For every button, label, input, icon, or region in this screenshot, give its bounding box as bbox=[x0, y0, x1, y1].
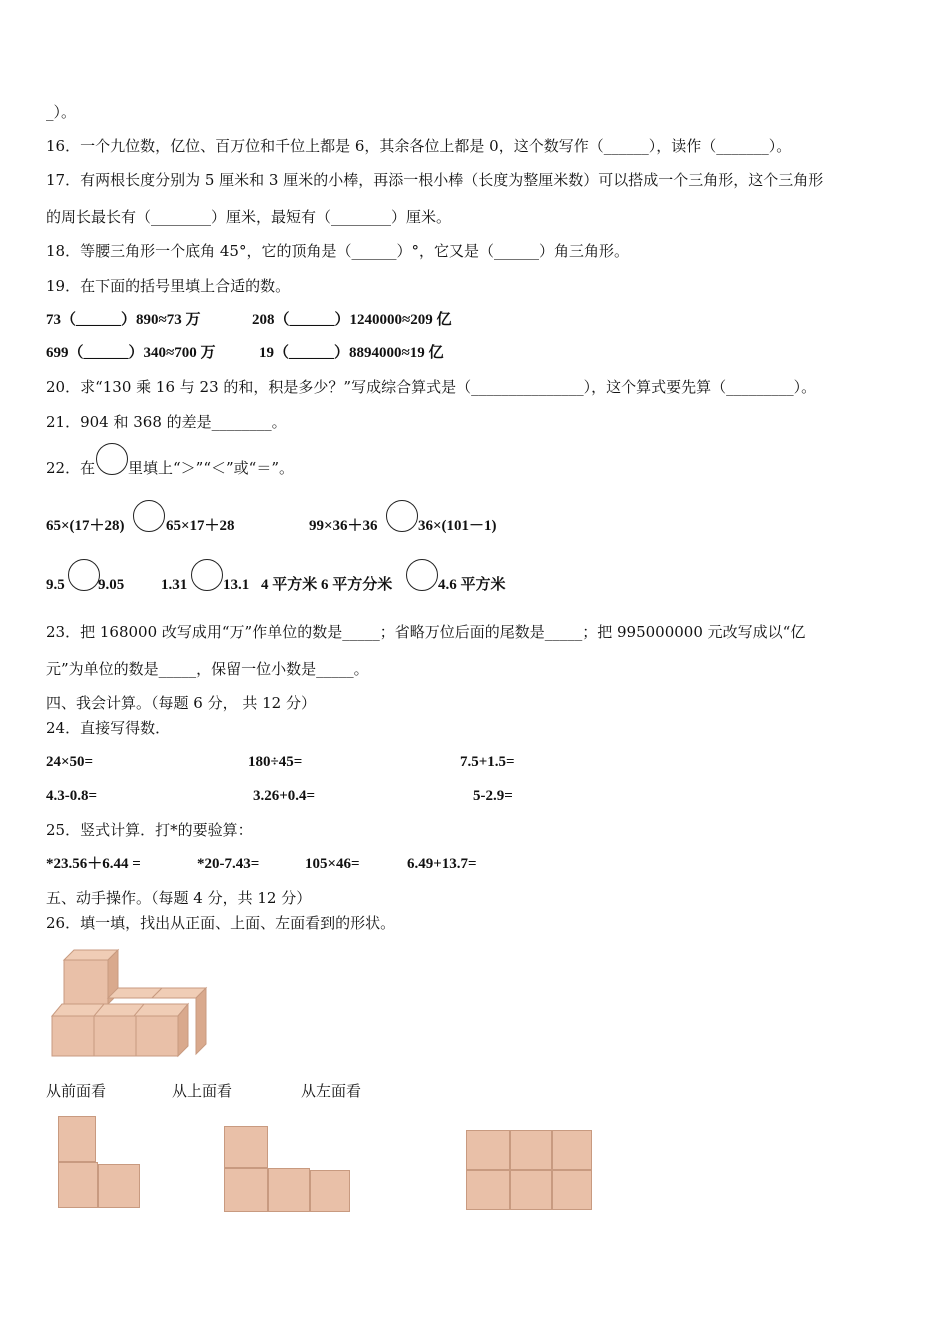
q22-expr-7: 1.31 bbox=[161, 577, 188, 593]
compare-circle[interactable] bbox=[133, 500, 165, 532]
q22-expr-5: 9.5 bbox=[46, 577, 65, 593]
q24-item: 3.26+0.4= bbox=[253, 788, 316, 804]
q24-item: 180÷45= bbox=[248, 754, 303, 770]
q19-item-b2: 19（______）8894000≈19 亿 bbox=[259, 345, 444, 361]
view-shape-1 bbox=[56, 1116, 142, 1210]
q19-item-a2: 208（______）1240000≈209 亿 bbox=[252, 312, 452, 328]
q22-expr-2: 65×17＋28 bbox=[166, 518, 235, 534]
square-tile bbox=[58, 1116, 96, 1162]
square-tile bbox=[98, 1164, 140, 1208]
q25-item: 6.49+13.7= bbox=[407, 856, 477, 872]
q25-item: *23.56＋6.44 = bbox=[46, 856, 141, 872]
question-19: 19．在下面的括号里填上合适的数。 bbox=[46, 277, 291, 295]
compare-circle[interactable] bbox=[96, 443, 128, 475]
q22-expr-10: 4.6 平方米 bbox=[438, 577, 506, 593]
question-18: 18．等腰三角形一个底角 45°，它的顶角是（______）°，它又是（______）角三角形。 bbox=[46, 242, 629, 260]
compare-circle[interactable] bbox=[68, 559, 100, 591]
question-16: 16．一个九位数，亿位、百万位和千位上都是 6，其余各位上都是 0，这个数写作（______），读作（_______）。 bbox=[46, 137, 792, 155]
q22-expr-3: 99×36＋36 bbox=[309, 518, 378, 534]
q22-expr-1: 65×(17＋28) bbox=[46, 518, 125, 534]
question-17-line1: 17．有两根长度分别为 5 厘米和 3 厘米的小棒，再添一根小棒（长度为整厘米数）可以搭成一个三角形，这个三角形 bbox=[46, 171, 824, 189]
question-22-prefix: 22．在 bbox=[46, 459, 96, 477]
q22-expr-6: 9.05 bbox=[98, 577, 125, 593]
question-24: 24．直接写得数． bbox=[46, 719, 171, 737]
text-line: _）。 bbox=[46, 103, 77, 121]
view-label-front: 从前面看 bbox=[46, 1082, 107, 1100]
q24-item: 5-2.9= bbox=[473, 788, 513, 804]
square-tile bbox=[510, 1130, 552, 1170]
question-21: 21．904 和 368 的差是________。 bbox=[46, 413, 287, 431]
q25-item: 105×46= bbox=[305, 856, 360, 872]
q25-item: *20-7.43= bbox=[197, 856, 260, 872]
square-tile bbox=[58, 1162, 98, 1208]
question-26: 26．填一填，找出从正面、上面、左面看到的形状。 bbox=[46, 914, 396, 932]
q19-item-a1: 73（______）890≈73 万 bbox=[46, 312, 201, 328]
square-tile bbox=[224, 1168, 268, 1212]
square-tile bbox=[268, 1168, 310, 1212]
square-tile bbox=[510, 1170, 552, 1210]
question-23-line2: 元”为单位的数是_____，保留一位小数是_____。 bbox=[46, 660, 369, 678]
question-25: 25．竖式计算．打*的要验算： bbox=[46, 821, 253, 839]
q22-expr-9: 4 平方米 6 平方分米 bbox=[261, 577, 393, 593]
q24-item: 4.3-0.8= bbox=[46, 788, 98, 804]
compare-circle[interactable] bbox=[406, 559, 438, 591]
question-17-line2: 的周长最长有（________）厘米，最短有（________）厘米。 bbox=[46, 208, 452, 226]
view-shape-3 bbox=[466, 1130, 594, 1212]
view-shape-2 bbox=[222, 1126, 352, 1214]
q24-item: 24×50= bbox=[46, 754, 94, 770]
square-tile bbox=[552, 1130, 592, 1170]
question-20: 20．求“130 乘 16 与 23 的和，积是多少？”写成综合算式是（_______________），这个算式要先算（_________）。 bbox=[46, 378, 817, 396]
view-label-left: 从左面看 bbox=[301, 1082, 362, 1100]
cube-stack-figure bbox=[48, 946, 208, 1061]
q19-item-b1: 699（______）340≈700 万 bbox=[46, 345, 216, 361]
square-tile bbox=[310, 1170, 350, 1212]
question-22-suffix: 里填上“＞”“＜”或“＝”。 bbox=[128, 459, 295, 477]
compare-circle[interactable] bbox=[386, 500, 418, 532]
square-tile bbox=[466, 1130, 510, 1170]
view-label-top: 从上面看 bbox=[172, 1082, 233, 1100]
q24-item: 7.5+1.5= bbox=[460, 754, 515, 770]
section-5-title: 五、动手操作。（每题 4 分，共 12 分） bbox=[46, 889, 312, 907]
square-tile bbox=[224, 1126, 268, 1168]
compare-circle[interactable] bbox=[191, 559, 223, 591]
q22-expr-4: 36×(101－1) bbox=[418, 518, 497, 534]
square-tile bbox=[552, 1170, 592, 1210]
question-23-line1: 23．把 168000 改写成用“万”作单位的数是_____；省略万位后面的尾数是_____；把 995000000 元改写成以“亿 bbox=[46, 623, 806, 641]
section-4-title: 四、我会计算。（每题 6 分， 共 12 分） bbox=[46, 694, 316, 712]
q22-expr-8: 13.1 bbox=[223, 577, 250, 593]
square-tile bbox=[466, 1170, 510, 1210]
